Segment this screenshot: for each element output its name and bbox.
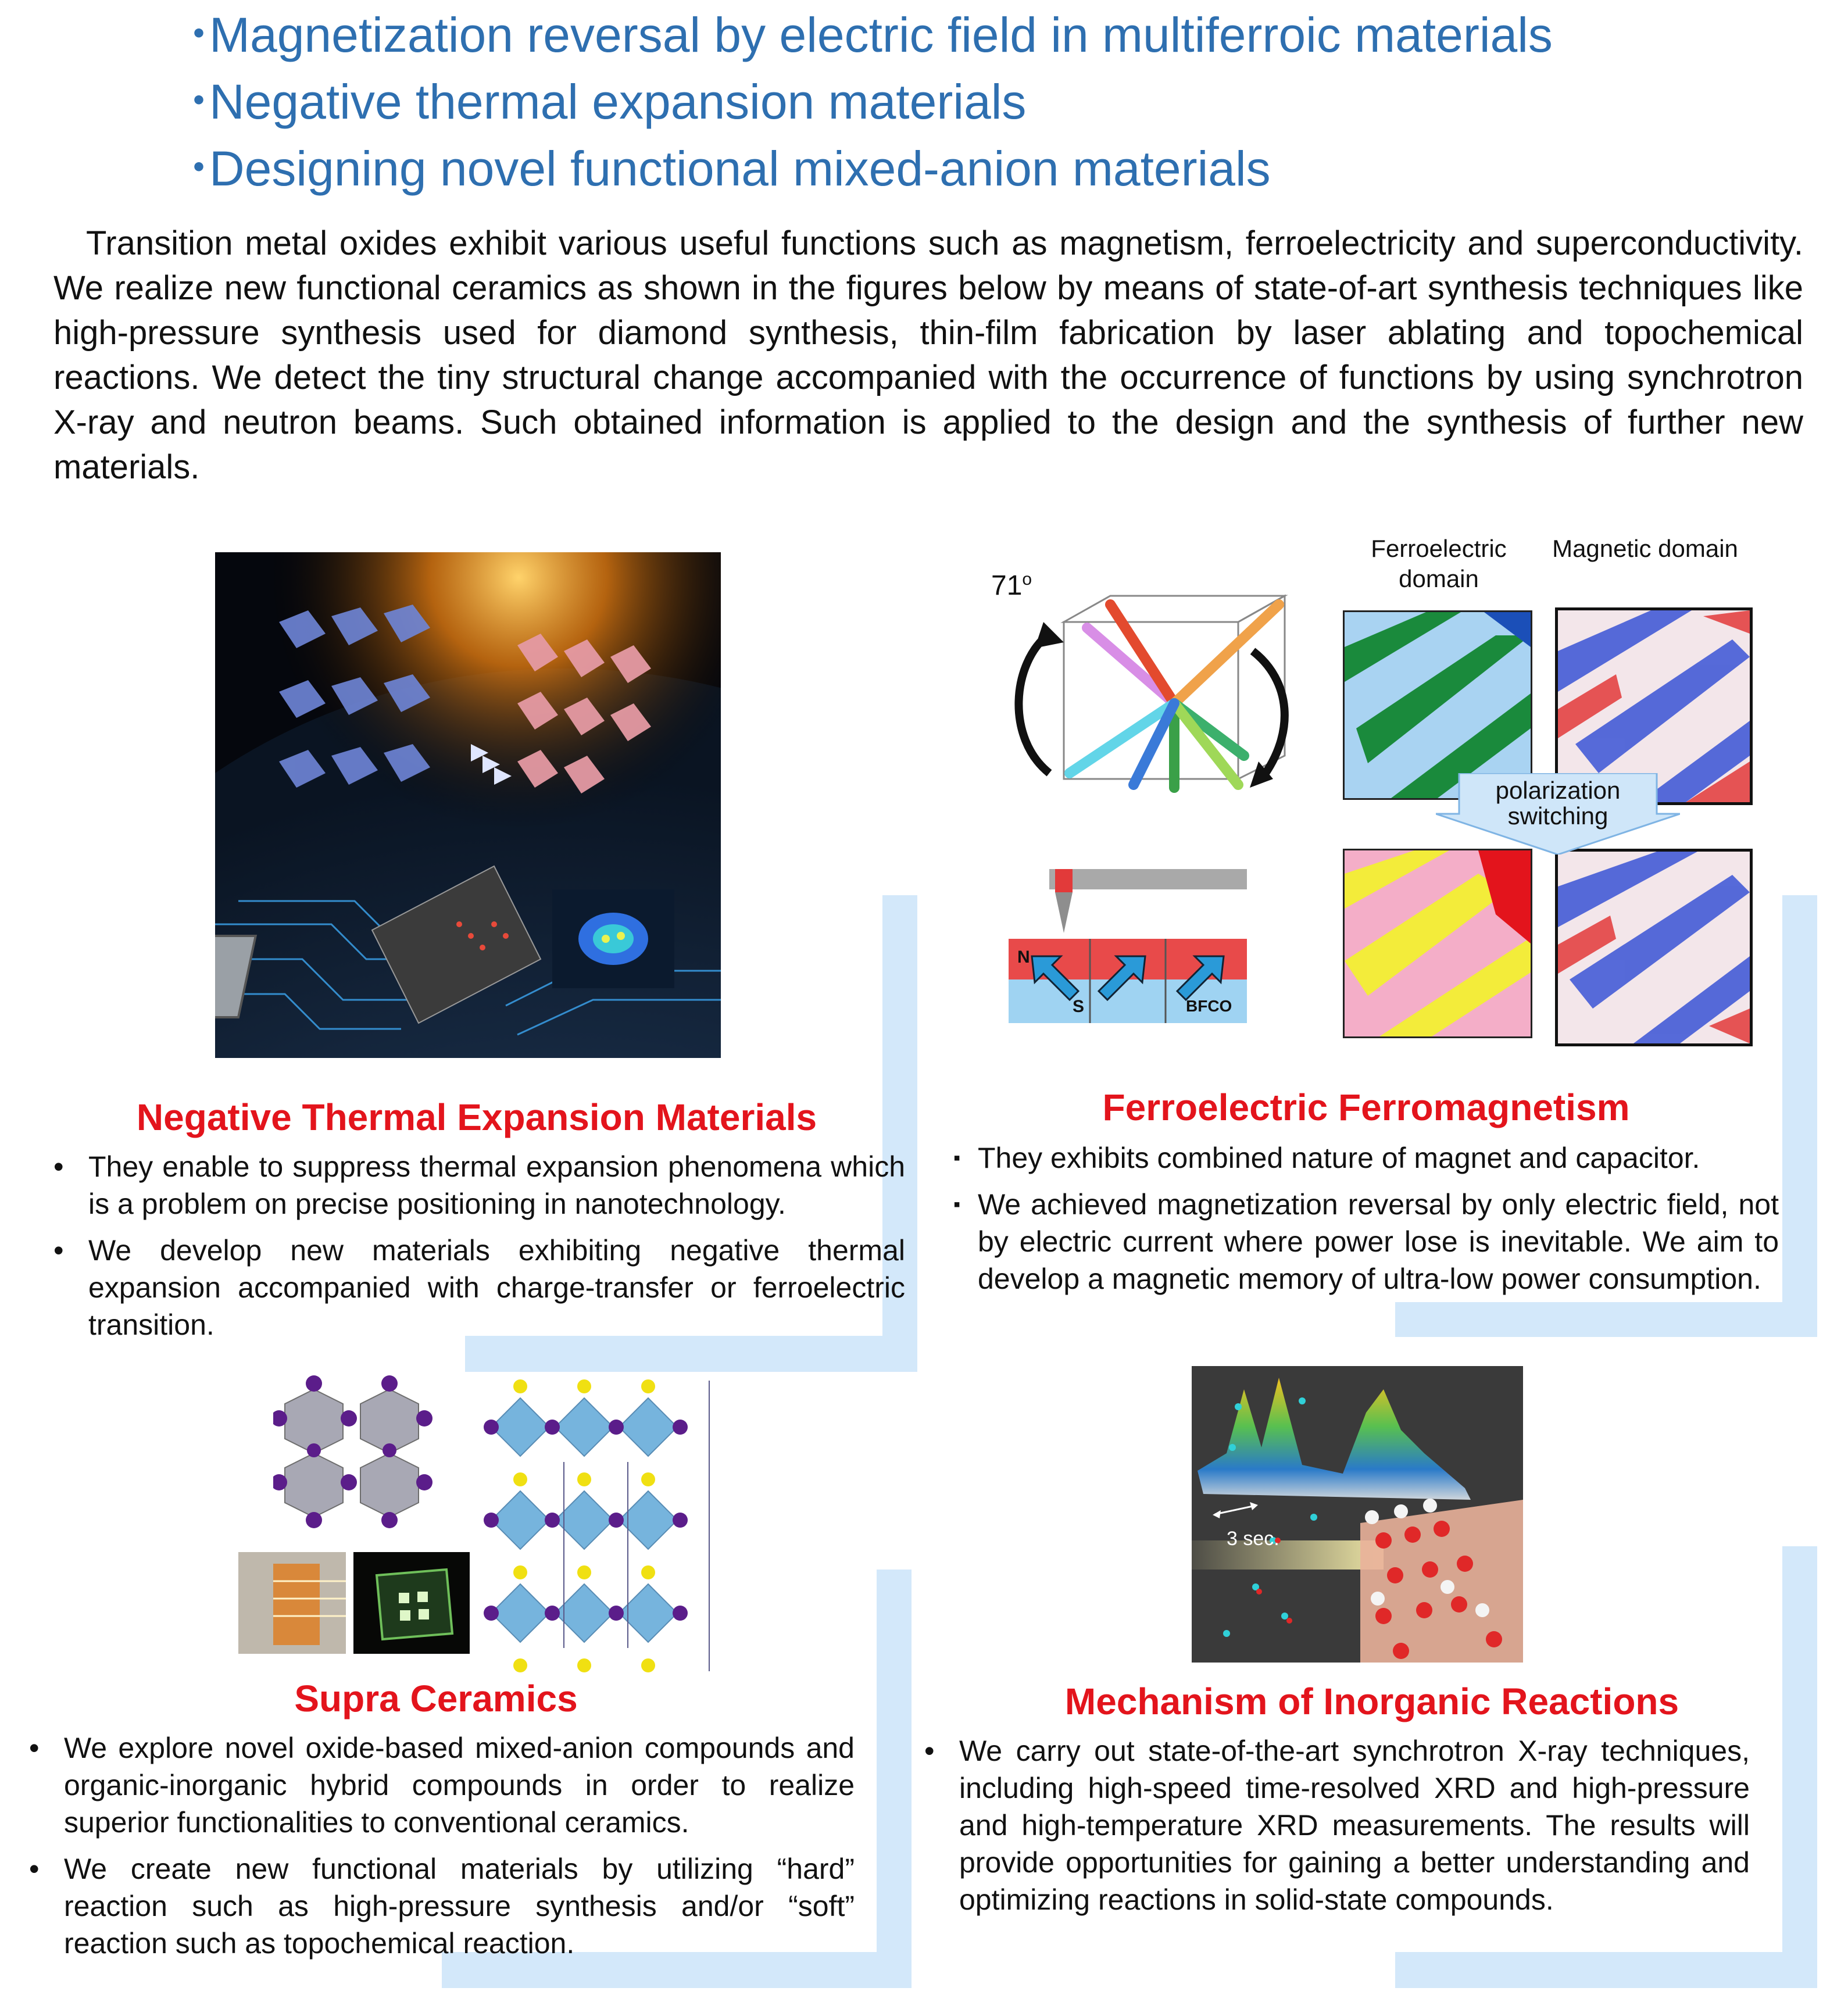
bullet-mark: •	[29, 1853, 40, 1885]
intro-paragraph: Transition metal oxides exhibit various useful functions such as magnetism, ferroelectricity and superconductivity. We realize new functional ceramics as shown in the figures below by means of state-of-art synthesis techniques like high-pressure synthesis used for diamond synthesis, thin-film fabrication by laser ablating and topochemical reactions. We detect the tiny structural change accompanied with the occurrence of functions by using synchrotron X-ray and neutron beams. Such obtained information is applied to the design and the synthesis of further new materials.	[53, 224, 1803, 486]
flexible-film-photo	[238, 1552, 346, 1654]
list-item: • We explore novel oxide-based mixed-anion compounds and organic-inorganic hybrid compounds in order to realize superior functionalities to conventional ceramics.	[29, 1729, 855, 1841]
ferro-title: Ferroelectric Ferromagnetism	[1102, 1086, 1630, 1128]
headline-bullet: ・	[174, 74, 224, 129]
ferroelectric-domain-label: Ferroelectric domain	[1371, 535, 1507, 592]
bullet-mark: ▪	[953, 1147, 961, 1169]
ferroelectric-domain-before	[1343, 610, 1532, 800]
headline-3: ・Designing novel functional mixed-anion materials	[174, 141, 1271, 196]
list-item: • We carry out state-of-the-art synchrotron X-ray techniques, including high-speed time-resolved XRD and high-pressure and high-temperature XRD measurements. The results will provide opportunities for gaining a better understanding and optimizing reactions in solid-state compounds.	[924, 1732, 1750, 1918]
bullet-mark: •	[924, 1735, 935, 1767]
device-label-n: N	[1017, 948, 1030, 967]
frame-ferro-vertical	[1782, 895, 1817, 1337]
list-item: • We create new functional materials by utilizing “hard” reaction such as high-pressure synthesis and/or “soft” reaction such as topochemical reaction.	[29, 1850, 855, 1962]
polarization-cube-diagram	[994, 587, 1302, 808]
nte-title: Negative Thermal Expansion Materials	[136, 1096, 817, 1138]
frame-ferro-horizontal	[1395, 1302, 1817, 1337]
device-label-bfco: BFCO	[1186, 997, 1232, 1015]
frame-mech-vertical	[1782, 1546, 1817, 1988]
ferroelectric-domain-after	[1343, 849, 1532, 1038]
magnetic-domain-label: Magnetic domain	[1552, 535, 1738, 562]
bullet-mark: ▪	[953, 1193, 961, 1216]
bullet-mark: •	[29, 1732, 40, 1764]
mech-bullet-list	[924, 1732, 1750, 1928]
luminescent-device-photo	[353, 1552, 470, 1654]
frame-supra-vertical	[877, 1570, 912, 1988]
bullet-mark: •	[53, 1234, 64, 1267]
reaction-xrd-illustration	[1192, 1366, 1523, 1663]
time-label: 3 sec.	[1227, 1528, 1279, 1550]
mech-title: Mechanism of Inorganic Reactions	[1064, 1681, 1679, 1722]
list-item: • They enable to suppress thermal expansion phenomena which is a problem on precise positioning in nanotechnology.	[53, 1148, 905, 1222]
headline-1: ・Magnetization reversal by electric field in multiferroic materials	[174, 8, 1553, 62]
list-item: • We develop new materials exhibiting negative thermal expansion accompanied with charge-transfer or ferroelectric transition.	[53, 1232, 905, 1343]
polarization-switching-label: polarization switching	[1495, 777, 1621, 830]
list-item: ▪ They exhibits combined nature of magnet and capacitor.	[953, 1139, 1779, 1177]
bullet-mark: •	[53, 1150, 64, 1183]
headline-2: ・Negative thermal expansion materials	[174, 74, 1027, 129]
frame-mech-horizontal	[1395, 1952, 1817, 1988]
magnetic-domain-after	[1555, 849, 1753, 1046]
octahedra-small-structure	[273, 1372, 442, 1529]
device-label-s: S	[1073, 997, 1085, 1016]
list-item: ▪ We achieved magnetization reversal by only electric field, not by electric current where power lose is inevitable. We aim to develop a magnetic memory of ultra-low power consumption.	[953, 1186, 1779, 1297]
headline-bullet: ・	[174, 8, 224, 62]
hybrid-crystal-structure	[480, 1375, 730, 1677]
headline-bullet: ・	[174, 141, 224, 196]
supra-title: Supra Ceramics	[294, 1678, 578, 1719]
angle-label: 71$^o$	[991, 570, 1032, 601]
nte-bullet-list	[53, 1148, 905, 1353]
supra-bullet-list	[29, 1729, 855, 1971]
ferro-bullet-list	[953, 1139, 1779, 1307]
nte-illustration	[215, 552, 721, 1058]
